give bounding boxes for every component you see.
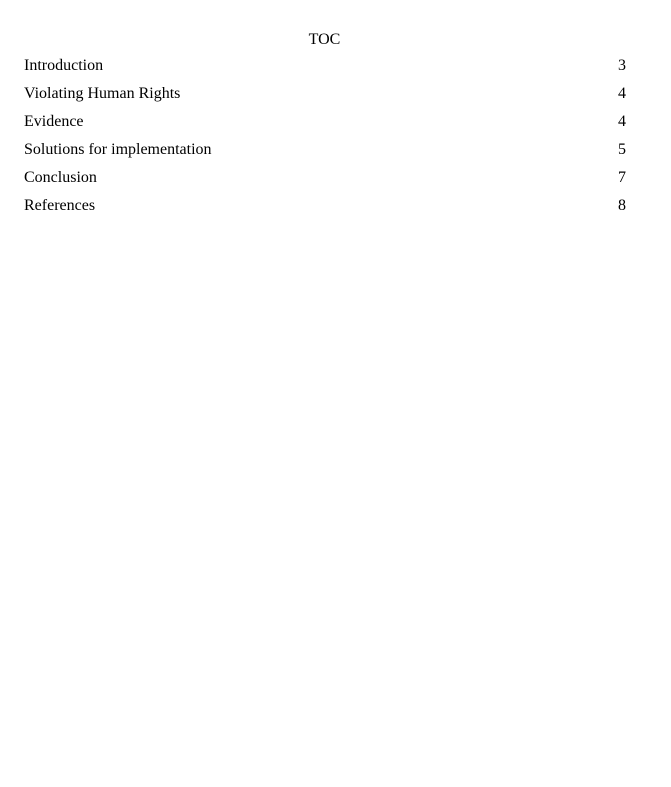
toc-entry[interactable] bbox=[24, 112, 626, 140]
toc-entry-label: Solutions for implementation bbox=[24, 141, 212, 158]
toc-entry-label: Violating Human Rights bbox=[24, 85, 181, 102]
toc-title: TOC bbox=[308, 31, 341, 48]
toc-entry-label: Introduction bbox=[24, 57, 104, 74]
toc-entry[interactable] bbox=[24, 84, 626, 112]
toc-entry[interactable] bbox=[24, 168, 626, 196]
toc-entry-page-number: 4 bbox=[618, 113, 626, 130]
toc-list bbox=[24, 56, 626, 224]
toc-entry-page-number: 4 bbox=[618, 85, 626, 102]
toc-entry-label: Conclusion bbox=[24, 169, 97, 186]
toc-entry-page-number: 7 bbox=[618, 169, 626, 186]
toc-entry-page-number: 8 bbox=[618, 197, 626, 214]
toc-entry-label: References bbox=[24, 197, 96, 214]
toc-entry[interactable] bbox=[24, 196, 626, 224]
toc-entry[interactable] bbox=[24, 140, 626, 168]
toc-entry-page-number: 5 bbox=[618, 141, 626, 158]
toc-entry-page-number: 3 bbox=[618, 57, 626, 74]
toc-entry-label: Evidence bbox=[24, 113, 84, 130]
toc-entry[interactable] bbox=[24, 56, 626, 84]
